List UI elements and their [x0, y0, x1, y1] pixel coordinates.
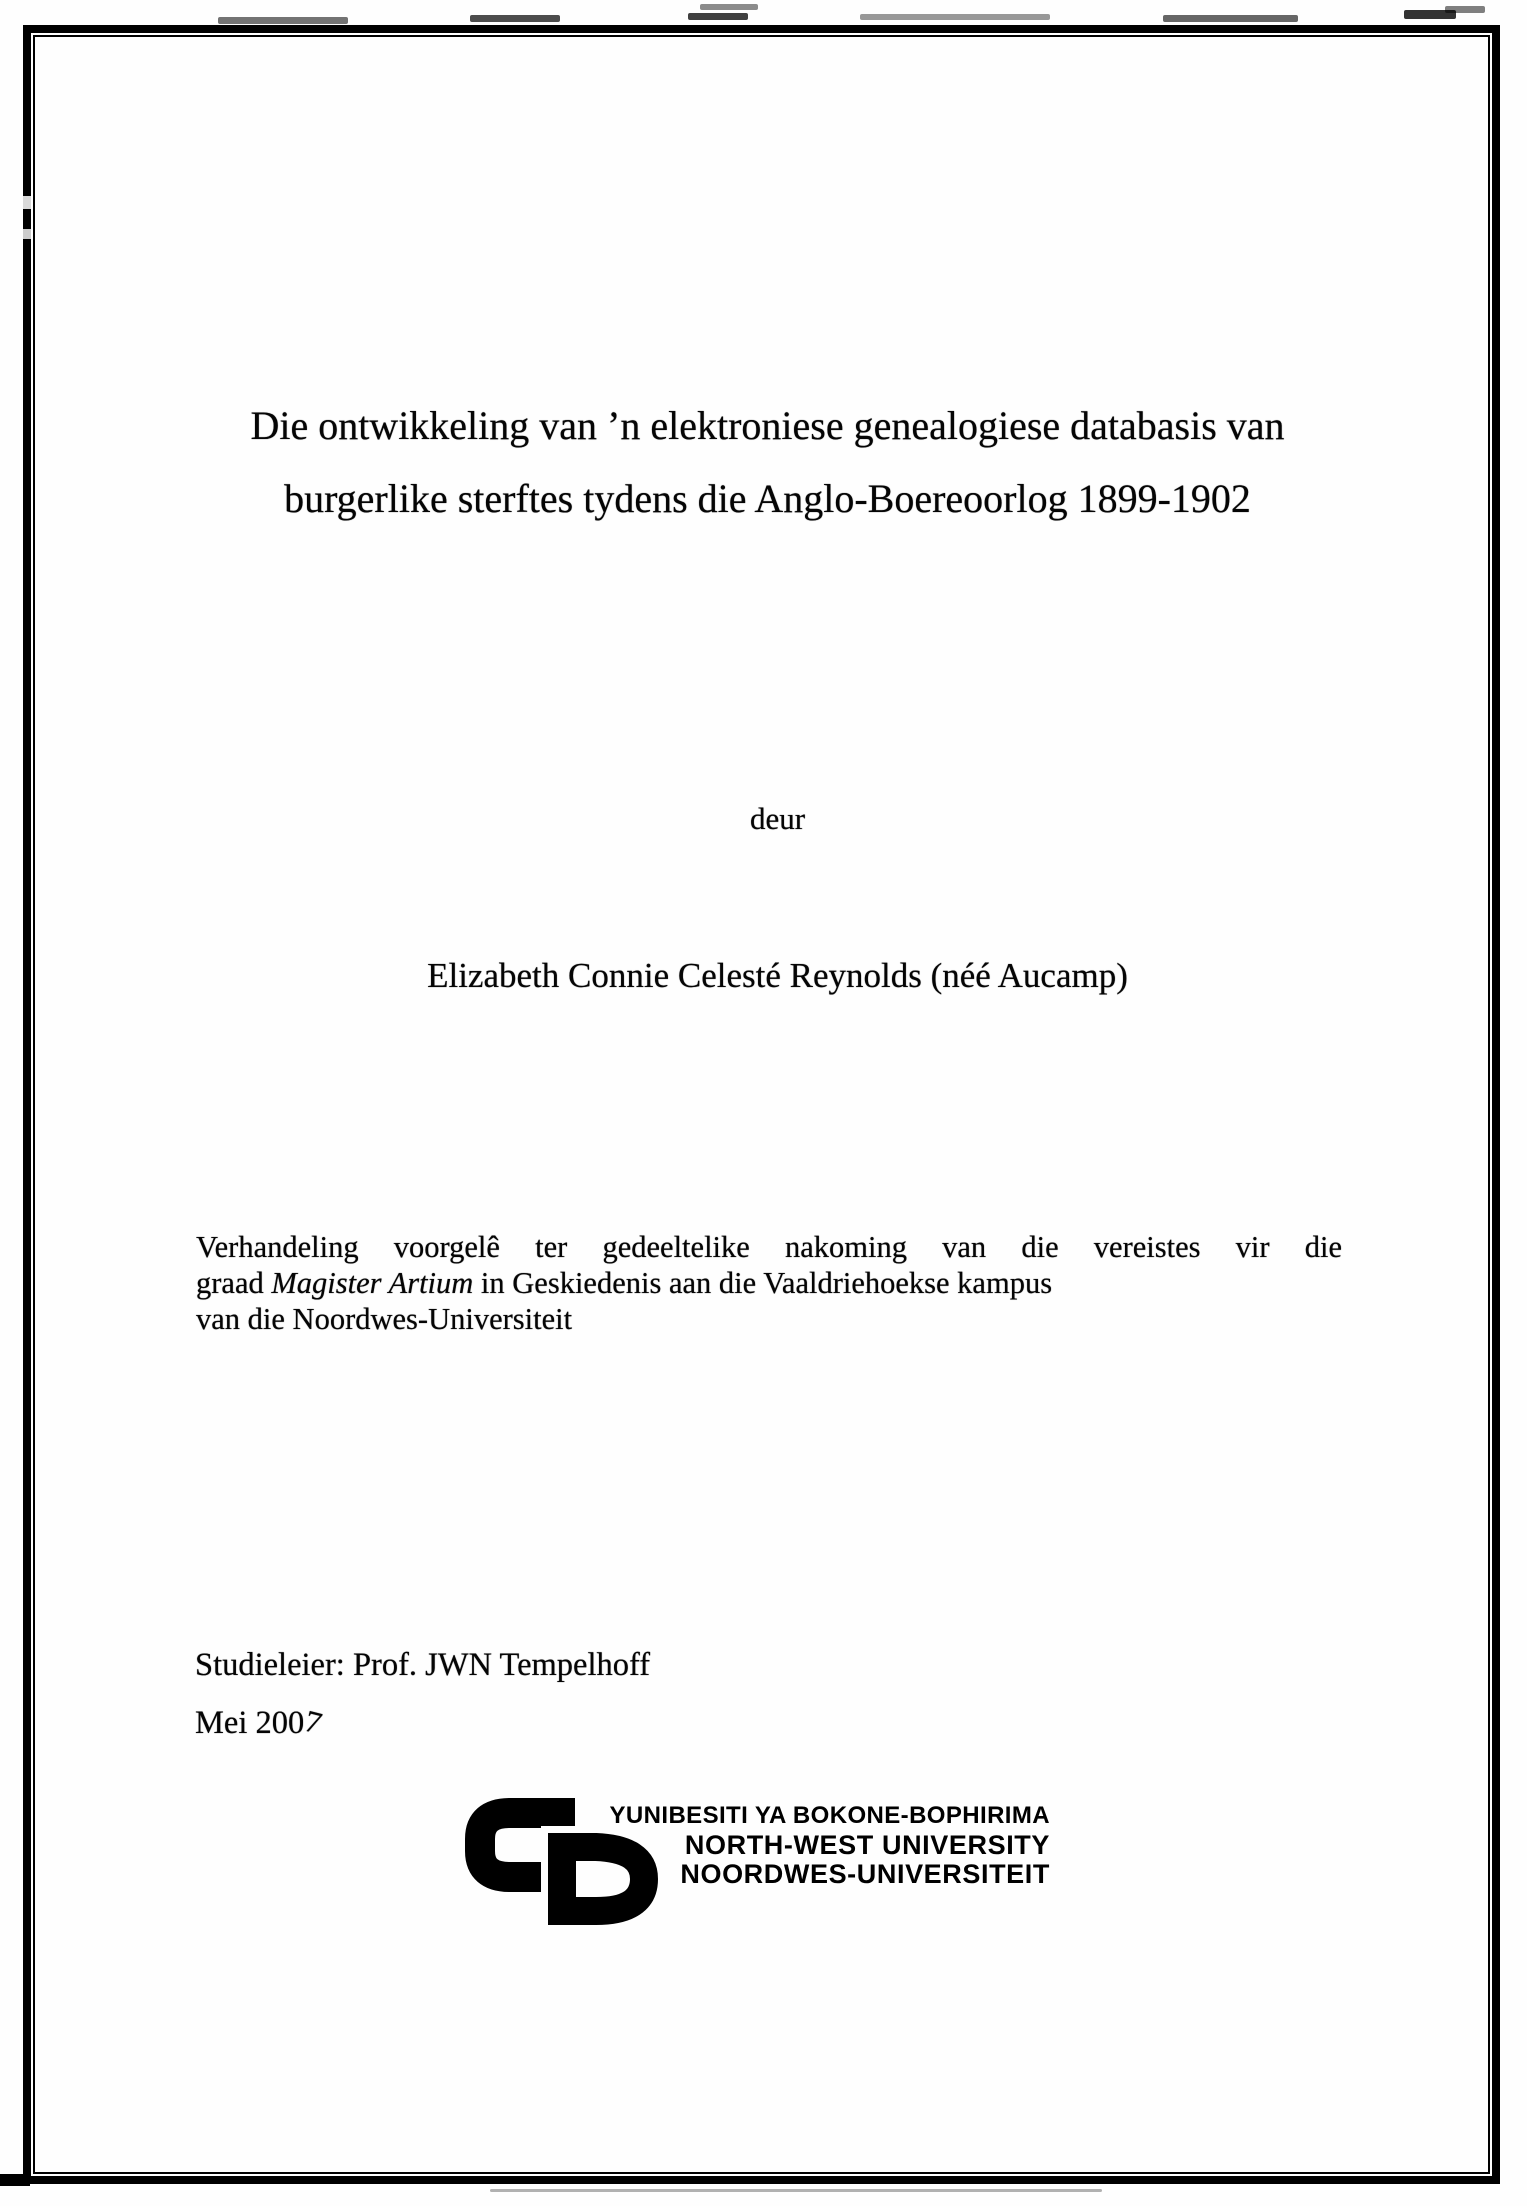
university-logo-text	[588, 1801, 1050, 1888]
thesis-title-line2: burgerlike sterftes tydens die Anglo-Boereoorlog 1899-1902	[284, 476, 1251, 521]
scan-artifact	[1163, 15, 1298, 22]
scan-artifact	[688, 13, 748, 20]
thesis-title	[4, 389, 1527, 535]
university-name-setswana: YUNIBESITI YA BOKONE-BOPHIRIMA	[609, 1802, 1050, 1829]
degree-statement-line2-prefix: graad	[196, 1266, 272, 1300]
degree-statement	[196, 1229, 1342, 1337]
date-line	[195, 1703, 326, 1743]
university-name-english: NORTH-WEST UNIVERSITY	[684, 1830, 1050, 1860]
date-prefix: Mei 200	[195, 1705, 305, 1741]
scan-artifact	[470, 15, 560, 22]
scan-artifact	[1445, 6, 1485, 13]
university-name-afrikaans: NOORDWES-UNIVERSITEIT	[680, 1858, 1050, 1889]
degree-statement-line2	[196, 1265, 1342, 1301]
scan-artifact	[23, 196, 32, 209]
scan-artifact	[860, 14, 1050, 20]
degree-name-italic: Magister Artium	[271, 1266, 474, 1300]
scan-artifact	[23, 229, 32, 239]
scan-artifact	[700, 4, 758, 10]
byline-label: deur	[749, 801, 806, 836]
date-last-digit: 7	[301, 1704, 326, 1742]
thesis-title-line1: Die ontwikkeling van ’n elektroniese genealogiese databasis van	[250, 403, 1285, 448]
supervisor-line: Studieleier: Prof. JWN Tempelhoff	[195, 1647, 651, 1683]
scan-artifact	[218, 17, 348, 24]
scan-artifact	[490, 2189, 1102, 2192]
degree-statement-line3: van die Noordwes-Universiteit	[196, 1302, 573, 1336]
degree-statement-line2-suffix: in Geskiedenis aan die Vaaldriehoekse kampus	[473, 1266, 1053, 1300]
degree-statement-line1: Verhandeling voorgelê ter gedeeltelike nakoming van die vereistes vir die	[196, 1230, 1342, 1264]
author-name: Elizabeth Connie Celesté Reynolds (néé Aucamp)	[427, 956, 1128, 995]
